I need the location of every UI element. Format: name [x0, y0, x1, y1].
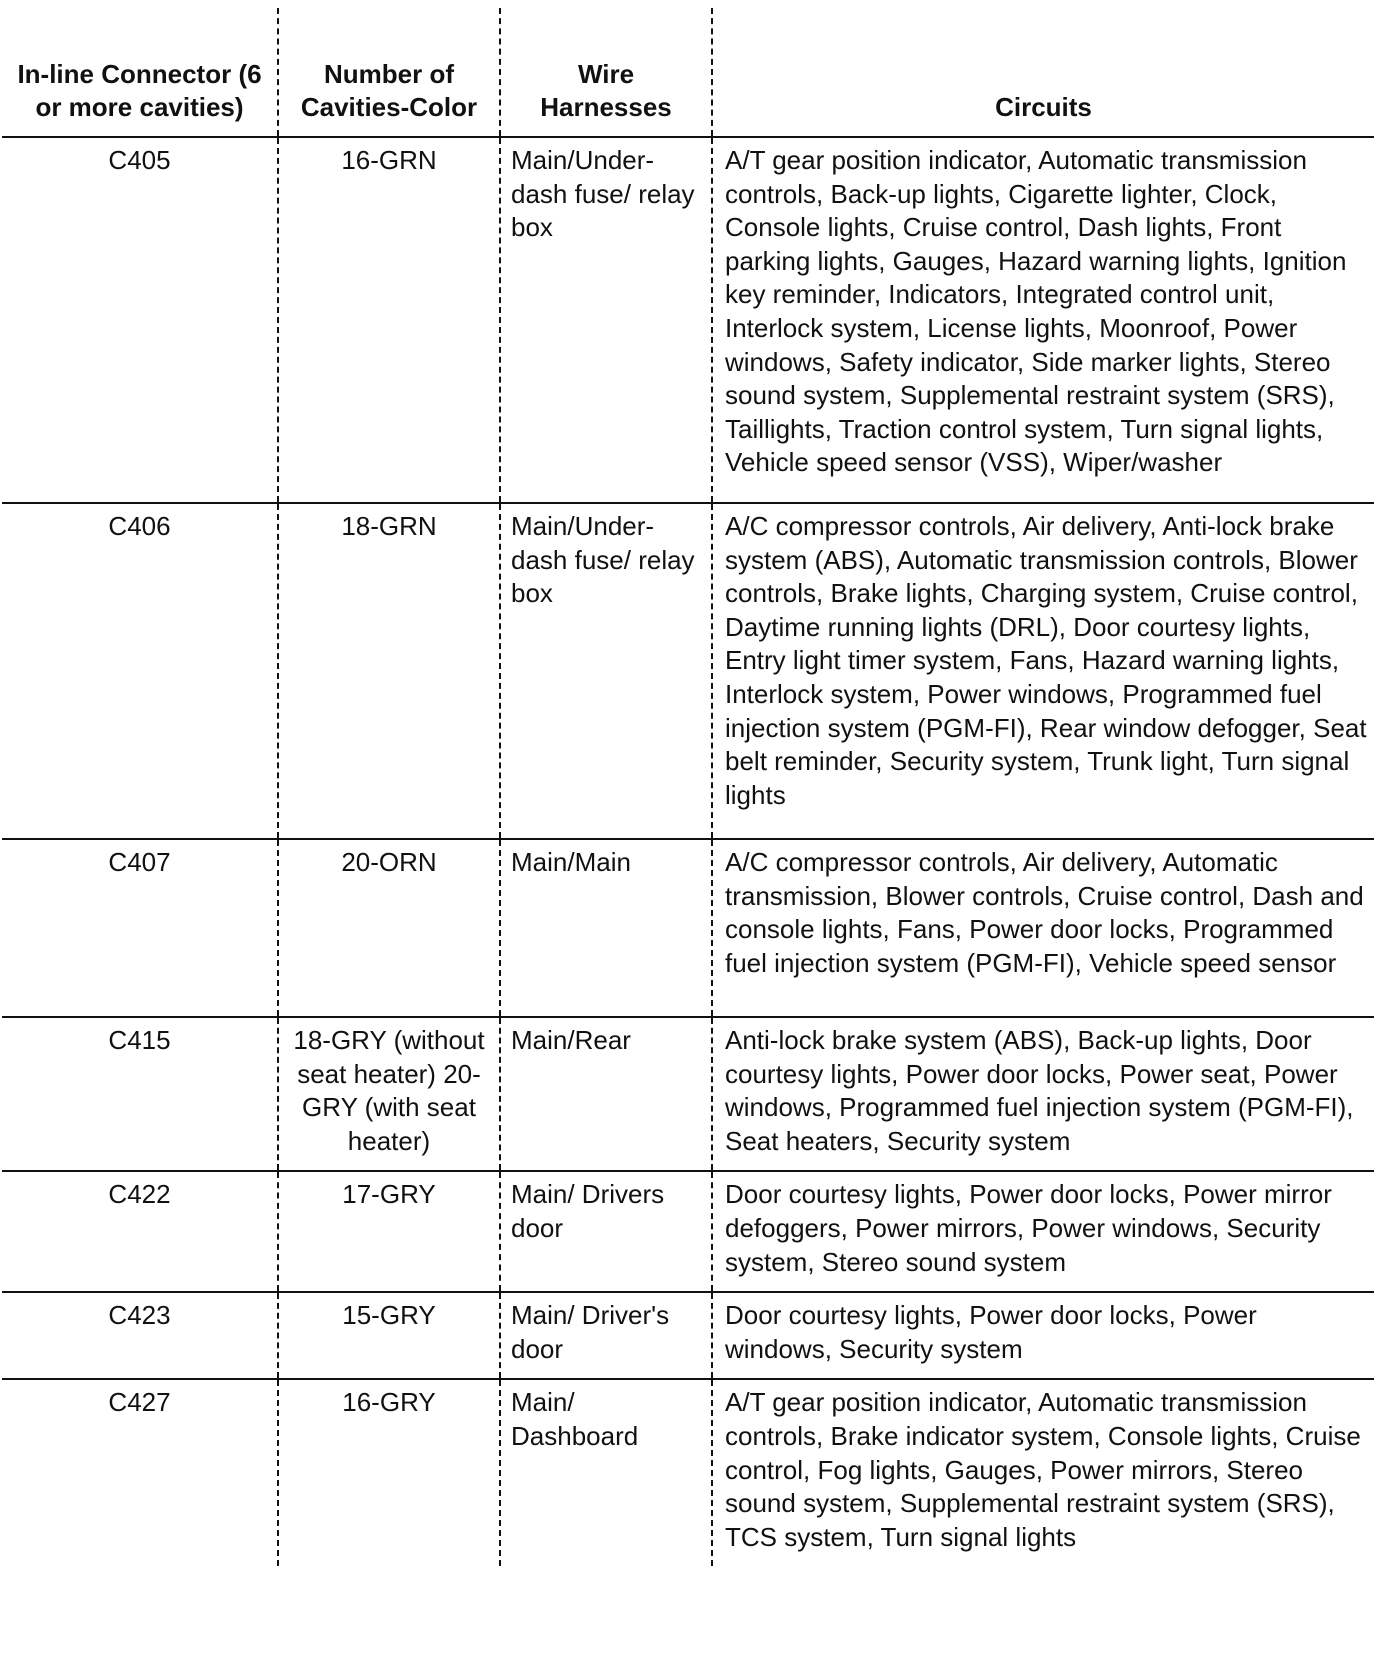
cavities-cell: 15-GRY [278, 1292, 500, 1379]
connector-cell: C405 [2, 137, 278, 503]
cavities-cell: 18-GRY (without seat heater) 20-GRY (with seat heater) [278, 1017, 500, 1171]
inline-connector-table [2, 8, 1374, 1566]
header-circuits: Circuits [712, 8, 1374, 137]
header-connector: In-line Connector (6 or more cavities) [2, 8, 278, 137]
table-body [2, 137, 1374, 1566]
harnesses-cell: Main/ Dashboard [500, 1379, 712, 1566]
table-row [2, 1171, 1374, 1292]
harnesses-cell: Main/Rear [500, 1017, 712, 1171]
cavities-cell: 20-ORN [278, 839, 500, 1017]
harnesses-cell: Main/Under-dash fuse/ relay box [500, 137, 712, 503]
harnesses-cell: Main/ Driver's door [500, 1292, 712, 1379]
circuits-cell: A/T gear position indicator, Automatic transmission controls, Brake indicator system, Console lights, Cruise control, Fog lights, Gauges, Power mirrors, Stereo sound system, Supplemental restraint system (SRS), TCS system, Turn signal lights [712, 1379, 1374, 1566]
connector-cell: C406 [2, 503, 278, 839]
cavities-cell: 16-GRN [278, 137, 500, 503]
header-harnesses: Wire Harnesses [500, 8, 712, 137]
table-row [2, 1379, 1374, 1566]
cavities-cell: 18-GRN [278, 503, 500, 839]
table-row [2, 1292, 1374, 1379]
connector-cell: C407 [2, 839, 278, 1017]
table-row [2, 137, 1374, 503]
cavities-cell: 16-GRY [278, 1379, 500, 1566]
table-header [2, 8, 1374, 137]
harnesses-cell: Main/ Drivers door [500, 1171, 712, 1292]
circuits-cell: A/T gear position indicator, Automatic transmission controls, Back-up lights, Cigarette lighter, Clock, Console lights, Cruise control, Dash lights, Front parking lights, Gauges, Hazard warning lights, Ignition key reminder, Indicators, Integrated control unit, Interlock system, License lights, Moonroof, Power windows, Safety indicator, Side marker lights, Stereo sound system, Supplemental restraint system (SRS), Taillights, Traction control system, Turn signal lights, Vehicle speed sensor (VSS), Wiper/washer [712, 137, 1374, 503]
cavities-cell: 17-GRY [278, 1171, 500, 1292]
circuits-cell: Door courtesy lights, Power door locks, Power mirror defoggers, Power mirrors, Power windows, Security system, Stereo sound system [712, 1171, 1374, 1292]
table-row [2, 839, 1374, 1017]
connector-cell: C427 [108, 1387, 171, 1418]
connector-cell: C422 [2, 1171, 278, 1292]
harnesses-cell: Main/Main [500, 839, 712, 1017]
harnesses-cell: Main/Under-dash fuse/ relay box [500, 503, 712, 839]
circuits-cell: Door courtesy lights, Power door locks, Power windows, Security system [712, 1292, 1374, 1379]
circuits-cell: Anti-lock brake system (ABS), Back-up lights, Door courtesy lights, Power door locks, Power seat, Power windows, Programmed fuel injection system (PGM-FI), Seat heaters, Security system [712, 1017, 1374, 1171]
circuits-cell: A/C compressor controls, Air delivery, Anti-lock brake system (ABS), Automatic transmission controls, Blower controls, Brake lights, Charging system, Cruise control, Daytime running lights (DRL), Door courtesy lights, Entry light timer system, Fans, Hazard warning lights, Interlock system, Power windows, Programmed fuel injection system (PGM-FI), Rear window defogger, Seat belt reminder, Security system, Trunk light, Turn signal lights [712, 503, 1374, 839]
connector-cell: C415 [2, 1017, 278, 1171]
table-row [2, 503, 1374, 839]
connector-cell: C423 [2, 1292, 278, 1379]
header-row [2, 8, 1374, 137]
table-row [2, 1017, 1374, 1171]
circuits-cell: A/C compressor controls, Air delivery, Automatic transmission, Blower controls, Cruise control, Dash and console lights, Fans, Power door locks, Programmed fuel injection system (PGM-FI), Vehicle speed sensor [712, 839, 1374, 1017]
header-cavities: Number of Cavities-Color [278, 8, 500, 137]
